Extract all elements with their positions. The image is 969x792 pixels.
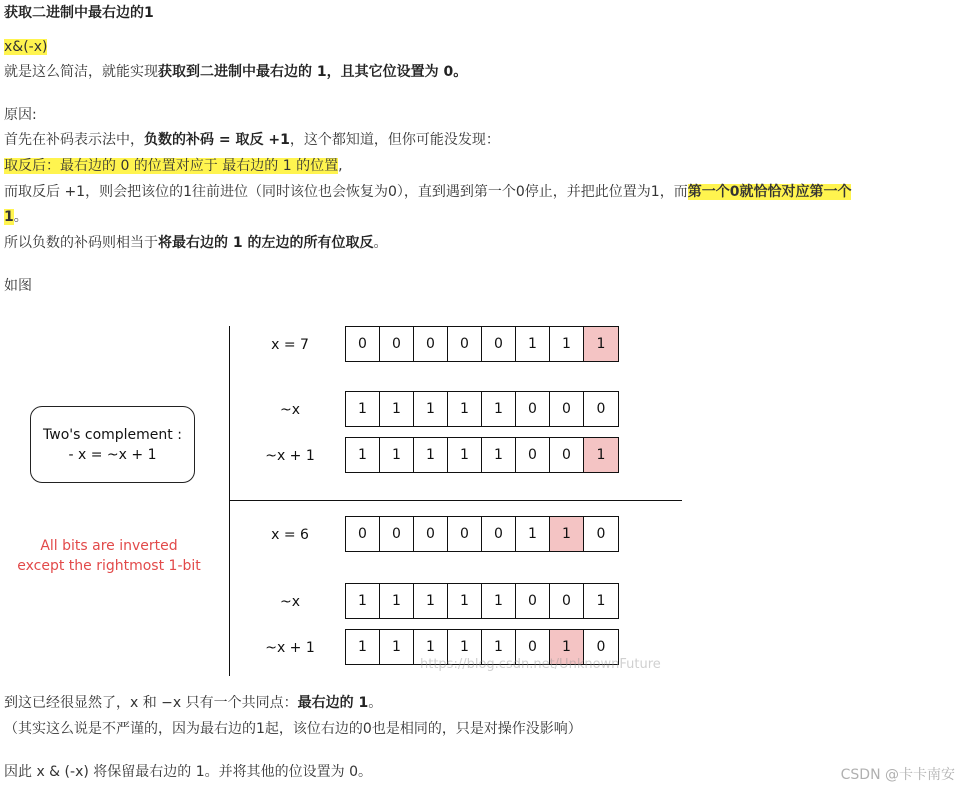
p4-bold: 将最右边的 1 的左边的所有位取反 xyxy=(158,235,374,251)
bit-cell: 0 xyxy=(516,630,550,664)
bit-cell: 1 xyxy=(596,593,606,609)
p3b-post: 。 xyxy=(13,209,28,225)
bit-cell: 0 xyxy=(346,327,380,361)
bit-cell: 1 xyxy=(346,392,380,426)
bit-cell: 0 xyxy=(550,584,584,618)
p2-post: , xyxy=(338,158,343,174)
bit-cell: 0 xyxy=(516,438,550,472)
row-label: ~x xyxy=(279,402,300,418)
figure-caption: 如图 xyxy=(4,278,32,294)
p4-text: 所以负数的补码则相当于 xyxy=(4,235,158,251)
paragraph-7: 因此 x & (-x) 将保留最右边的 1。并将其他的位设置为 0。 xyxy=(4,764,372,780)
paragraph-3b xyxy=(4,206,28,228)
bit-cell: 0 xyxy=(596,639,606,655)
intro-bold: 获取到二进制中最右边的 1，且其它位设置为 0。 xyxy=(158,64,468,80)
bit-cell: 1 xyxy=(584,438,618,472)
bit-cell: 1 xyxy=(482,630,516,664)
vertical-divider xyxy=(229,326,230,676)
paragraph-1 xyxy=(4,129,500,151)
red-note xyxy=(0,536,218,576)
row-label: x = 7 xyxy=(271,337,309,353)
bit-cell: 1 xyxy=(380,584,414,618)
paragraph-6: （其实这么说是不严谨的，因为最右边的1起，该位右边的0也是相同的，只是对操作没影响） xyxy=(4,721,582,737)
bit-cell: 1 xyxy=(346,438,380,472)
row-label: ~x + 1 xyxy=(265,640,315,656)
row-label: ~x + 1 xyxy=(265,448,315,464)
bit-cell: 1 xyxy=(550,630,584,664)
bit-cell: 0 xyxy=(596,526,606,542)
bit-cell: 1 xyxy=(414,438,448,472)
bit-cell: 1 xyxy=(448,584,482,618)
paragraph-3 xyxy=(4,181,851,203)
paragraph-2 xyxy=(4,155,343,177)
csdn-footer: CSDN @卡卡南安 xyxy=(840,767,955,783)
bit-cell: 0 xyxy=(596,401,606,417)
bit-cell: 1 xyxy=(516,327,550,361)
page-title: 获取二进制中最右边的1 xyxy=(4,5,154,21)
bit-cell: 1 xyxy=(448,392,482,426)
p5-bold: 最右边的 1 xyxy=(297,695,369,711)
p4-post: 。 xyxy=(373,235,388,251)
bit-cell: 0 xyxy=(482,327,516,361)
reason-label: 原因: xyxy=(4,107,37,123)
bit-cell: 1 xyxy=(482,584,516,618)
paragraph-4 xyxy=(4,232,388,254)
bit-cell: 1 xyxy=(516,517,550,551)
bit-cell: 1 xyxy=(482,438,516,472)
bit-cell: 1 xyxy=(550,517,584,551)
red-note-line-2: except the rightmost 1-bit xyxy=(17,558,201,574)
horizontal-divider xyxy=(230,500,682,501)
bit-cell: 1 xyxy=(482,392,516,426)
bit-cell: 1 xyxy=(414,630,448,664)
bit-row xyxy=(345,391,619,427)
bit-cell: 0 xyxy=(550,438,584,472)
bit-cell: 1 xyxy=(380,438,414,472)
row-label: ~x xyxy=(279,594,300,610)
bit-cell: 1 xyxy=(380,630,414,664)
red-note-line-1: All bits are inverted xyxy=(40,538,178,554)
bit-cell: 1 xyxy=(380,392,414,426)
p5-text: 到这已经很显然了，x 和 −x 只有一个共同点： xyxy=(4,695,298,711)
bit-row xyxy=(345,437,619,473)
bit-cell: 1 xyxy=(550,327,584,361)
intro-text: 就是这么简洁，就能实现 xyxy=(4,64,158,80)
paragraph-5 xyxy=(4,692,382,714)
bit-cell: 0 xyxy=(414,517,448,551)
twos-complement-figure xyxy=(0,316,700,682)
bit-row xyxy=(345,326,619,362)
bit-cell: 1 xyxy=(584,327,618,361)
p1-post: ，这个都知道，但你可能没发现： xyxy=(289,132,500,148)
bit-cell: 1 xyxy=(346,630,380,664)
bit-row xyxy=(345,583,619,619)
watermark: https://blog.csdn.net/UnknownFuture xyxy=(420,657,661,672)
bit-cell: 0 xyxy=(346,517,380,551)
bit-cell: 0 xyxy=(482,517,516,551)
p5-post: 。 xyxy=(368,695,383,711)
bit-cell: 1 xyxy=(448,438,482,472)
box-line-1: Two's complement : xyxy=(43,426,182,443)
p2-highlight: 取反后：最右边的 0 的位置对应于 最右边的 1 的位置 xyxy=(4,158,339,174)
p3-highlight: 第一个0就恰恰对应第一个 xyxy=(687,184,852,200)
bit-cell: 0 xyxy=(414,327,448,361)
bit-cell: 0 xyxy=(550,392,584,426)
bit-cell: 0 xyxy=(516,584,550,618)
bit-cell: 0 xyxy=(448,327,482,361)
bit-cell: 1 xyxy=(346,584,380,618)
intro-paragraph xyxy=(4,61,467,83)
twos-complement-box xyxy=(30,406,195,483)
bit-cell: 0 xyxy=(380,517,414,551)
p1-bold: 负数的补码 = 取反 +1 xyxy=(144,132,290,148)
row-label: x = 6 xyxy=(271,527,309,543)
bit-cell: 1 xyxy=(414,584,448,618)
bit-row xyxy=(345,516,619,552)
formula: x&(-x) xyxy=(4,39,48,55)
p3-text: 而取反后 +1，则会把该位的1往前进位（同时该位也会恢复为0），直到遇到第一个0停止，并把此位置为1，而 xyxy=(4,184,688,200)
p3b-highlight: 1 xyxy=(4,209,14,225)
bit-cell: 0 xyxy=(516,392,550,426)
box-line-2: - x = ~x + 1 xyxy=(68,446,157,463)
bit-cell: 0 xyxy=(380,327,414,361)
formula-line xyxy=(4,36,47,58)
bit-cell: 1 xyxy=(414,392,448,426)
bit-cell: 0 xyxy=(448,517,482,551)
p1-text: 首先在补码表示法中， xyxy=(4,132,144,148)
bit-cell: 1 xyxy=(448,630,482,664)
